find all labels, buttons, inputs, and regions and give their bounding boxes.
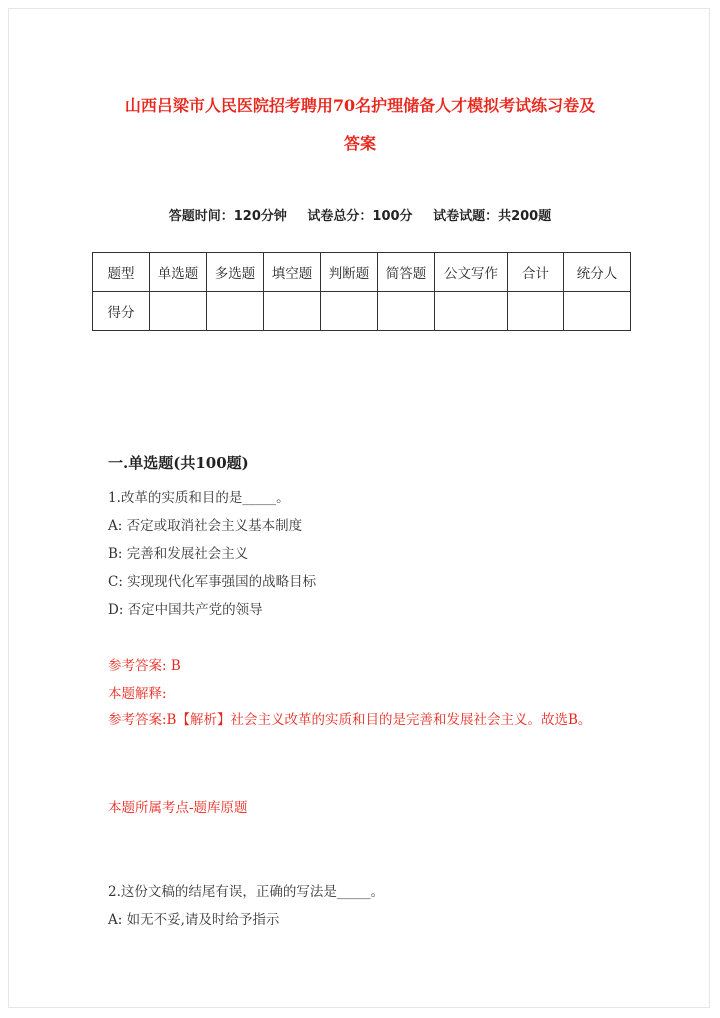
score-table-header-row bbox=[93, 253, 631, 292]
score-cell bbox=[435, 292, 508, 331]
score-table-score-row bbox=[93, 292, 631, 331]
exam-total-questions: 试卷试题：共200题 bbox=[433, 209, 552, 224]
score-cell bbox=[378, 292, 435, 331]
score-row-label: 得分 bbox=[93, 292, 150, 331]
section-title: 一.单选题(共100题) bbox=[108, 454, 249, 472]
score-table bbox=[92, 252, 631, 331]
document-title-line2: 答案 bbox=[343, 134, 376, 153]
question-1-option-b: B: 完善和发展社会主义 bbox=[108, 546, 249, 562]
score-cell bbox=[207, 292, 264, 331]
score-cell bbox=[564, 292, 631, 331]
table-header-cell: 合计 bbox=[508, 253, 564, 292]
exam-meta bbox=[0, 205, 720, 224]
table-header-cell: 题型 bbox=[93, 253, 150, 292]
table-header-cell: 单选题 bbox=[150, 253, 207, 292]
score-cell bbox=[508, 292, 564, 331]
question-1-explanation: 参考答案:B【解析】社会主义改革的实质和目的是完善和发展社会主义。故选B。 bbox=[108, 712, 592, 728]
exam-time: 答题时间：120分钟 bbox=[168, 209, 287, 224]
question-1-answer: 参考答案: B bbox=[108, 658, 181, 674]
document-title-line1: 山西吕梁市人民医院招考聘用70名护理储备人才模拟考试练习卷及 bbox=[124, 96, 596, 115]
question-1-point: 本题所属考点-题库原题 bbox=[108, 800, 248, 816]
score-cell bbox=[150, 292, 207, 331]
question-2-option-a: A: 如无不妥,请及时给予指示 bbox=[108, 912, 280, 928]
table-header-cell: 统分人 bbox=[564, 253, 631, 292]
question-1-option-a: A: 否定或取消社会主义基本制度 bbox=[108, 518, 303, 534]
table-header-cell: 简答题 bbox=[378, 253, 435, 292]
question-1-option-d: D: 否定中国共产党的领导 bbox=[108, 602, 263, 618]
question-1-option-c: C: 实现现代化军事强国的战略目标 bbox=[108, 574, 317, 590]
question-1-explain-label: 本题解释: bbox=[108, 686, 167, 702]
score-cell bbox=[321, 292, 378, 331]
table-header-cell: 填空题 bbox=[264, 253, 321, 292]
question-2-stem: 2.这份文稿的结尾有误，正确的写法是_____。 bbox=[108, 884, 385, 900]
table-header-cell: 判断题 bbox=[321, 253, 378, 292]
score-cell bbox=[264, 292, 321, 331]
table-header-cell: 公文写作 bbox=[435, 253, 508, 292]
exam-total-score: 试卷总分：100分 bbox=[307, 209, 413, 224]
table-header-cell: 多选题 bbox=[207, 253, 264, 292]
question-1-stem: 1.改革的实质和目的是_____。 bbox=[108, 490, 290, 506]
